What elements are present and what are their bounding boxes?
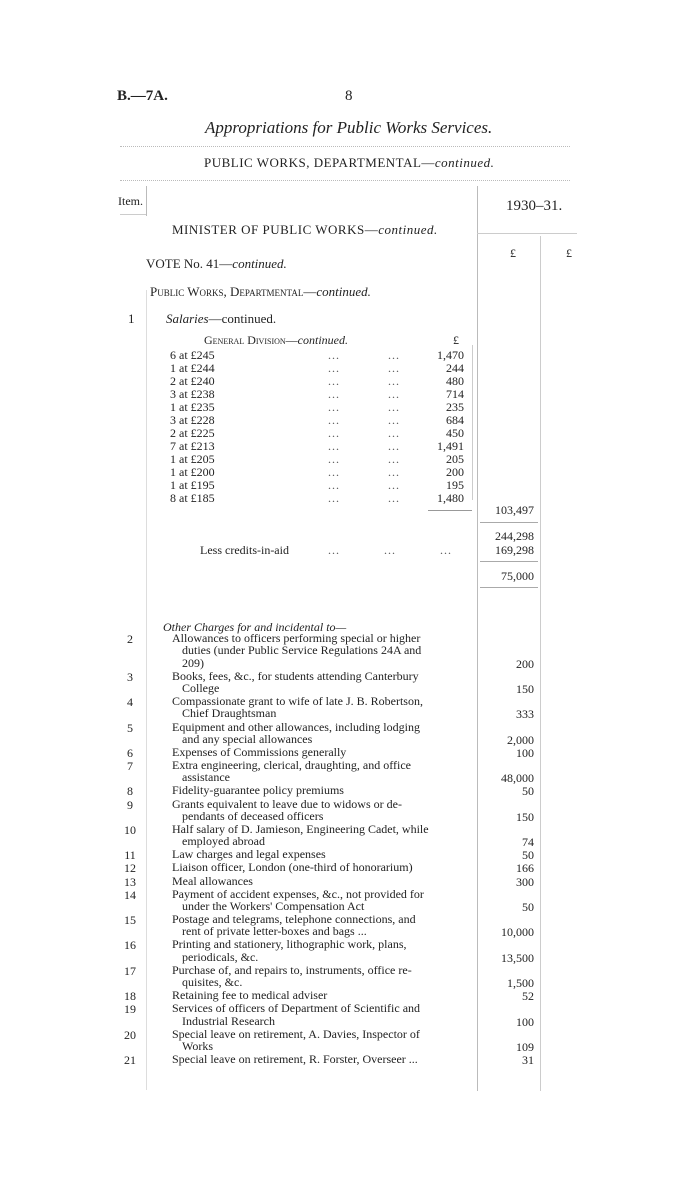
leader-dots: ... ...	[328, 465, 400, 479]
salary-grade: 2 at £225	[170, 426, 215, 440]
salary-grade: 1 at £244	[170, 361, 215, 375]
charge-amount: 300	[516, 874, 534, 889]
item-number: 20	[124, 1027, 136, 1042]
charge-description	[172, 1053, 472, 1065]
salary-value: 1,480	[437, 491, 464, 505]
item-number: 14	[124, 887, 136, 902]
item-number: 4	[127, 695, 133, 710]
charge-description-line: Special leave on retirement, A. Davies, Inspector of	[172, 1026, 420, 1041]
salary-row	[170, 426, 470, 438]
charge-description	[172, 746, 472, 758]
division-continued: continued.	[297, 333, 348, 347]
charge-description	[172, 989, 472, 1001]
item-number: 18	[124, 989, 136, 1004]
charge-amount: 109	[516, 1039, 534, 1054]
charge-description-line: Expenses of Commissions generally	[172, 744, 347, 759]
charge-amount: 50	[522, 848, 534, 863]
amount-column-rule	[477, 186, 478, 1091]
item-column-rule	[146, 290, 147, 1090]
charge-description-line: Compassionate grant to wife of late J. B. Robertson,	[172, 694, 423, 709]
charge-amount: 150	[516, 681, 534, 696]
year-header-rule	[477, 233, 577, 234]
year-column-header: 1930–31.	[506, 198, 563, 214]
vote-main: VOTE No. 41—	[146, 256, 233, 271]
item-column-rule	[146, 186, 147, 216]
leader-dots: ... ...	[328, 400, 400, 414]
charge-description-line: and any special allowances	[182, 731, 313, 746]
salary-grade: 1 at £235	[170, 400, 215, 414]
charge-description-line: Equipment and other allowances, including lodging	[172, 719, 420, 734]
charge-description-line: College	[182, 680, 220, 695]
charge-description-line: under the Workers' Compensation Act	[182, 898, 365, 913]
charge-description	[172, 784, 472, 796]
charge-amount: 10,000	[501, 925, 534, 940]
charge-description-line: Grants equivalent to leave due to widows or de-	[172, 796, 402, 811]
charge-description	[172, 888, 472, 913]
leader-dots: ... ...	[328, 361, 400, 375]
charge-amount: 100	[516, 1014, 534, 1029]
subtitle-main: PUBLIC WORKS, DEPARTMENTAL—	[204, 155, 435, 170]
charge-description-line: Half salary of D. Jamieson, Engineering Cadet, while	[172, 821, 429, 836]
charge-amount: 166	[516, 861, 534, 876]
vote-heading	[146, 256, 287, 272]
salaries-label: Salaries	[166, 311, 209, 326]
credits-label	[200, 543, 289, 558]
leader-dots: ... ... ...	[328, 543, 452, 557]
charge-description-line: Retaining fee to medical adviser	[172, 988, 328, 1003]
ministry-heading	[172, 222, 438, 238]
leader-dots: ... ...	[328, 452, 400, 466]
subhead-main: Public Works, Departmental—	[150, 284, 317, 299]
page-number: 8	[345, 88, 353, 104]
charge-description-line: assistance	[182, 770, 230, 785]
page-reference: B.—7A.	[117, 88, 168, 104]
charge-amount: 2,000	[507, 732, 534, 747]
salary-value: 450	[446, 426, 464, 440]
salary-row	[170, 465, 470, 477]
charge-description-line: Works	[182, 1038, 214, 1053]
net-rule	[480, 587, 538, 588]
charge-description-line: Law charges and legal expenses	[172, 847, 326, 862]
salary-value: 235	[446, 400, 464, 414]
charge-description-line: Services of officers of Department of Scientific and	[172, 1001, 421, 1016]
salary-value: 205	[446, 452, 464, 466]
charge-amount: 1,500	[507, 976, 534, 991]
pound-column-header: £	[566, 246, 572, 260]
leader-dots: ... ...	[328, 387, 400, 401]
item-number: 6	[127, 745, 133, 760]
charge-description-line: Purchase of, and repairs to, instruments, office re-	[172, 962, 412, 977]
leader-dots: ... ...	[328, 374, 400, 388]
charge-description-line: pendants of deceased officers	[182, 808, 324, 823]
item-number: 10	[124, 822, 136, 837]
charge-description	[172, 848, 472, 860]
salary-value: 1,470	[437, 348, 464, 362]
salary-row	[170, 491, 470, 503]
item-number: 21	[124, 1053, 136, 1068]
charge-description-line: periodicals, &c.	[182, 949, 259, 964]
divider	[120, 180, 570, 181]
charge-description-line: rent of private letter-boxes and bags ...	[182, 924, 367, 939]
charge-description-line: Printing and stationery, lithographic work, plans,	[172, 937, 407, 952]
item-number: 12	[124, 861, 136, 876]
subtotal-rule	[472, 345, 473, 500]
charge-description-line: Fidelity-guarantee policy premiums	[172, 783, 344, 798]
charge-description	[172, 875, 472, 887]
charge-description-line: Special leave on retirement, R. Forster, Overseer ...	[172, 1052, 418, 1067]
salary-row	[170, 387, 470, 399]
charge-amount: 13,500	[501, 950, 534, 965]
salary-row	[170, 413, 470, 425]
salary-grade: 1 at £200	[170, 465, 215, 479]
salary-grade: 3 at £238	[170, 387, 215, 401]
charge-description-line: quisites, &c.	[182, 975, 243, 990]
charge-amount: 48,000	[501, 771, 534, 786]
leader-dots: ... ...	[328, 439, 400, 453]
subhead-continued: continued.	[316, 284, 371, 299]
item-column-header: Item.	[118, 194, 143, 208]
charge-amount: 50	[522, 784, 534, 799]
ministry-continued: continued.	[378, 222, 438, 237]
item-number: 17	[124, 963, 136, 978]
salary-row	[170, 348, 470, 360]
item-number: 5	[127, 720, 133, 735]
salaries-subtotal: 103,497	[495, 503, 534, 517]
gross-total: 244,298	[495, 529, 534, 543]
salary-grade: 3 at £228	[170, 413, 215, 427]
salary-row	[170, 361, 470, 373]
net-total: 75,000	[501, 569, 534, 583]
charge-amount: 50	[522, 899, 534, 914]
charge-description	[172, 670, 472, 695]
item-number: 3	[127, 669, 133, 684]
leader-dots: ... ...	[328, 413, 400, 427]
charge-amount: 200	[516, 656, 534, 671]
credits-value: 169,298	[495, 543, 534, 557]
subhead-heading	[150, 284, 371, 300]
salary-value: 244	[446, 361, 464, 375]
leader-dots: ... ...	[328, 348, 400, 362]
item-number: 8	[127, 784, 133, 799]
net-rule	[480, 561, 538, 562]
charge-description-line: Postage and telegrams, telephone connections, and	[172, 912, 416, 926]
charge-amount: 100	[516, 745, 534, 760]
charge-description-line: Books, fees, &c., for students attending Canterbury	[172, 668, 419, 683]
charge-description	[172, 964, 472, 989]
item-number: 16	[124, 938, 136, 953]
charge-amount: 31	[522, 1053, 534, 1068]
charge-description-line: Liaison officer, London (one-third of honorarium)	[172, 860, 413, 875]
pound-column-header: £	[510, 246, 516, 260]
salary-grade: 7 at £213	[170, 439, 215, 453]
leader-dots: ... ...	[328, 491, 400, 505]
charge-description-line: Chief Draughtsman	[182, 706, 277, 721]
salaries-heading	[166, 311, 276, 327]
charge-description	[172, 632, 472, 669]
salary-grade: 1 at £195	[170, 478, 215, 492]
subtotal-rule	[428, 510, 472, 511]
charge-description-line: duties (under Public Service Regulations 24A and	[182, 643, 422, 658]
other-charges-heading: Other Charges for and incidental to—	[163, 620, 347, 634]
item-number: 19	[124, 1002, 136, 1017]
charge-description-line: 209)	[182, 655, 204, 670]
charge-amount: 52	[522, 989, 534, 1004]
subtitle-continued: continued.	[434, 155, 495, 170]
salary-value: 200	[446, 465, 464, 479]
salary-row	[170, 478, 470, 490]
salary-grade: 2 at £240	[170, 374, 215, 388]
item-number: 13	[124, 874, 136, 889]
charge-description	[172, 1002, 472, 1027]
vote-continued: continued.	[232, 256, 287, 271]
salary-grade: 8 at £185	[170, 491, 215, 505]
ministry-main: MINISTER OF PUBLIC WORKS—	[172, 222, 379, 237]
item-number: 11	[124, 848, 136, 863]
item-number: 7	[127, 759, 133, 773]
salary-row	[170, 452, 470, 464]
charge-amount: 333	[516, 707, 534, 722]
item-number: 1	[128, 311, 135, 326]
charge-description	[172, 721, 472, 746]
salaries-continued: —continued.	[208, 311, 277, 326]
salary-row	[170, 374, 470, 386]
charge-description	[172, 695, 472, 720]
salary-value: 684	[446, 413, 464, 427]
leader-dots: ... ...	[328, 478, 400, 492]
salary-grade: 1 at £205	[170, 452, 215, 466]
leader-dots: ... ...	[328, 426, 400, 440]
charge-description-line: Meal allowances	[172, 873, 253, 888]
salaries-pound-sign: £	[453, 333, 459, 347]
charge-description-line: employed abroad	[182, 834, 265, 849]
salary-grade: 6 at £245	[170, 348, 215, 362]
item-number: 9	[127, 797, 133, 812]
charge-description-line: Extra engineering, clerical, draughting, and office	[172, 758, 412, 772]
salary-value: 480	[446, 374, 464, 388]
salary-row	[170, 439, 470, 451]
charge-description-line: Industrial Research	[182, 1013, 275, 1028]
division-heading	[204, 333, 348, 348]
division-main: General Division—	[204, 333, 298, 347]
charge-description	[172, 1028, 472, 1053]
credits-text: Less credits-in-aid	[200, 543, 289, 557]
amount-column-rule	[540, 236, 541, 1091]
page-title: Appropriations for Public Works Services.	[205, 118, 493, 137]
salary-value: 1,491	[437, 439, 464, 453]
section-subtitle	[204, 155, 494, 171]
charge-description-line: Allowances to officers performing special or higher	[172, 631, 421, 645]
charge-description	[172, 913, 472, 938]
charge-description	[172, 823, 472, 848]
charge-description	[172, 938, 472, 963]
charge-amount: 150	[516, 809, 534, 824]
charge-description-line: Payment of accident expenses, &c., not provided for	[172, 886, 424, 901]
divider	[120, 146, 570, 147]
charge-description	[172, 798, 472, 823]
item-number: 2	[127, 632, 133, 646]
item-number: 15	[124, 913, 136, 927]
charge-description	[172, 861, 472, 873]
charge-description	[172, 759, 472, 784]
salary-row	[170, 400, 470, 412]
charge-amount: 74	[522, 835, 534, 850]
salary-value: 195	[446, 478, 464, 492]
total-rule	[480, 522, 538, 523]
item-header-rule	[120, 214, 146, 215]
salary-value: 714	[446, 387, 464, 401]
